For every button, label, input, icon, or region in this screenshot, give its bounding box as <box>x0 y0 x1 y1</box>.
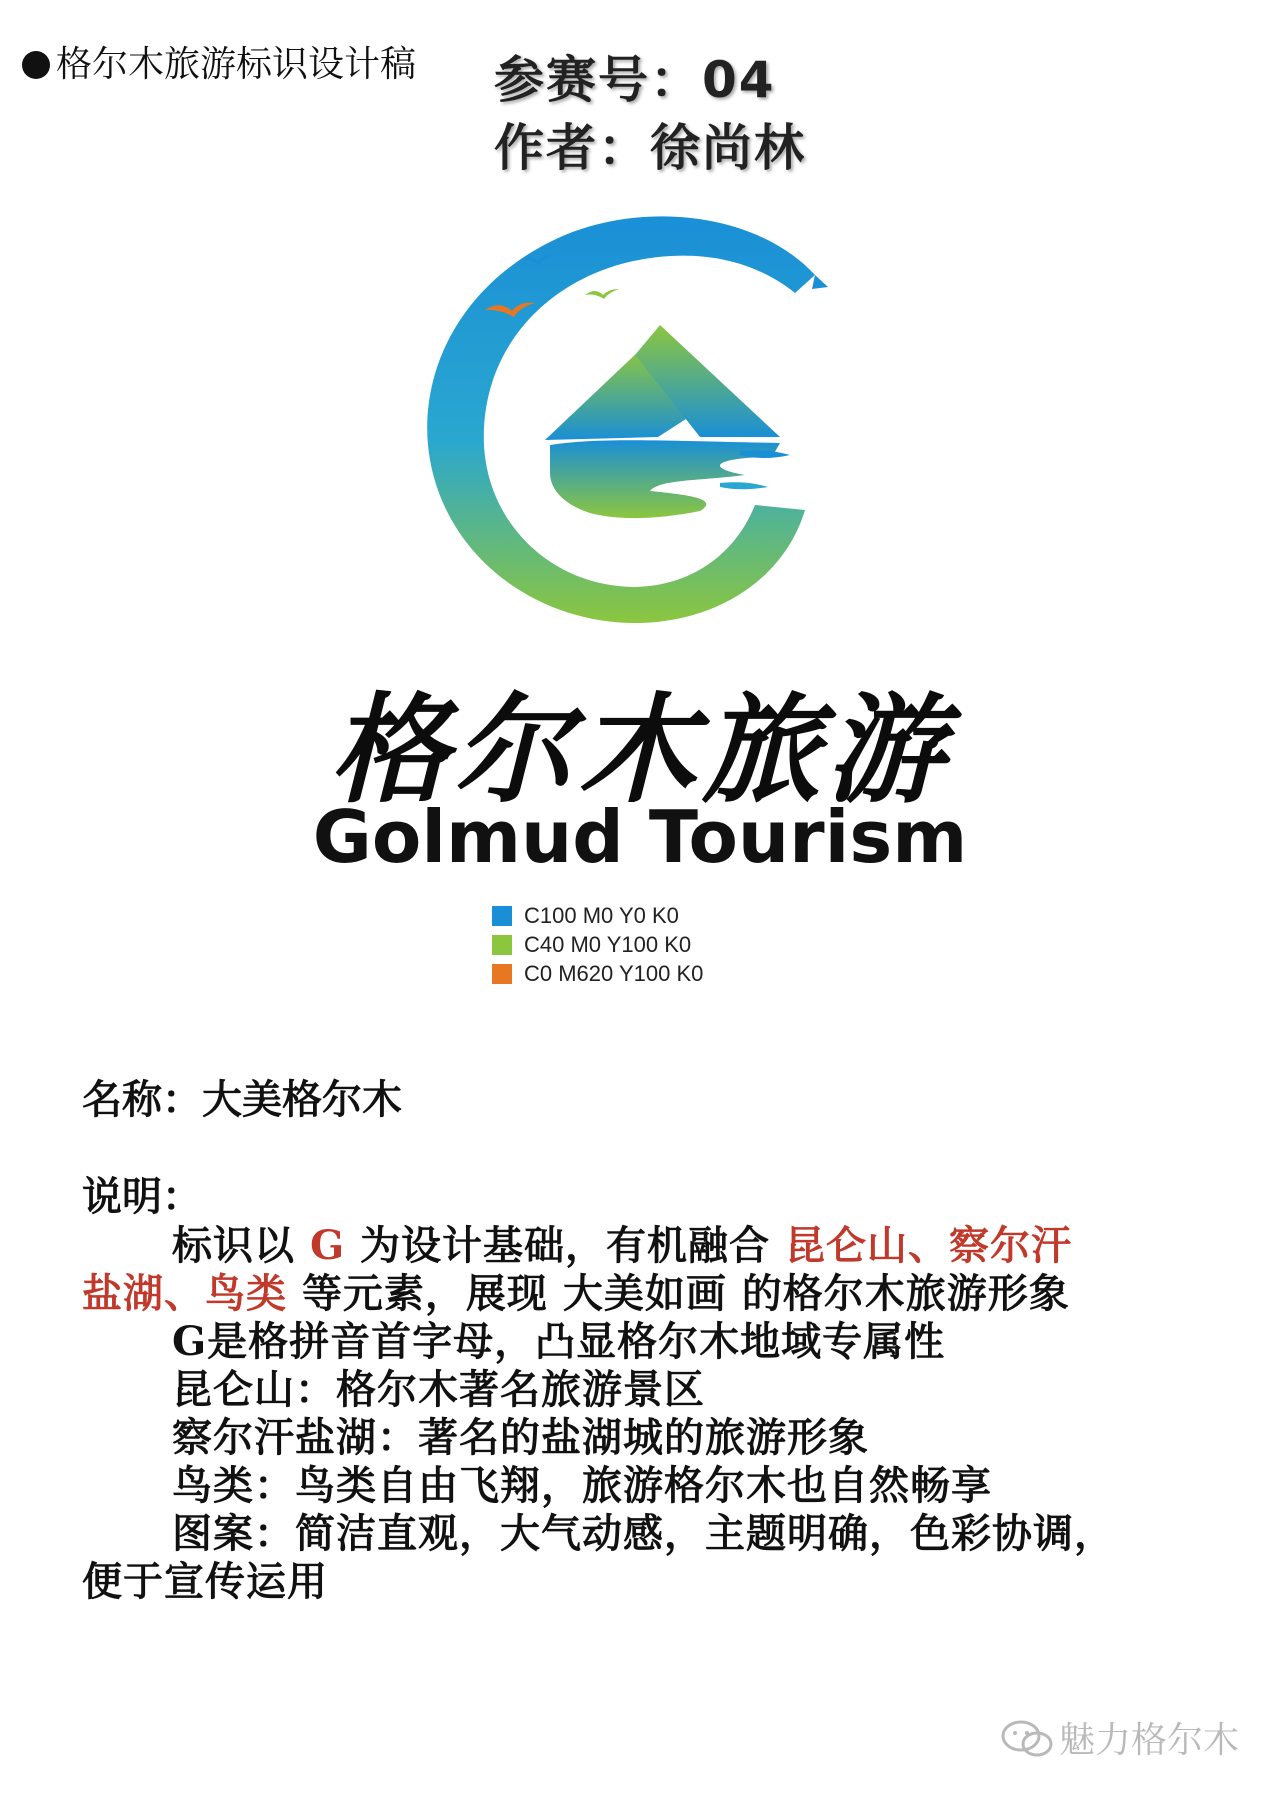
color-swatch-label: C100 M0 Y0 K0 <box>524 903 679 928</box>
color-swatch-blue <box>492 906 512 926</box>
color-swatch-orange <box>492 964 512 984</box>
entry-number: 参赛号：04 <box>494 51 776 109</box>
bird-icon-3 <box>585 289 619 299</box>
watermark-text: 魅力格尔木 <box>1058 1720 1239 1761</box>
description-line-6: 鸟类：鸟类自由飞翔，旅游格尔木也自然畅享 <box>172 1462 992 1509</box>
author-name: 作者：徐尚林 <box>494 119 806 177</box>
document-title-text: 格尔木旅游标识设计稿 <box>56 44 417 85</box>
brand-name-english: Golmud Tourism <box>312 795 968 879</box>
watermark <box>1001 1712 1239 1763</box>
document-title <box>22 36 416 87</box>
wechat-icon <box>1001 1720 1053 1758</box>
description-heading: 说明： <box>82 1173 202 1220</box>
description-line-5: 察尔汗盐湖：著名的盐湖城的旅游形象 <box>172 1414 869 1461</box>
color-swatch-label: C0 M620 Y100 K0 <box>524 961 704 986</box>
description-line-8: 便于宣传运用 <box>82 1558 328 1605</box>
color-swatch-label: C40 M0 Y100 K0 <box>524 932 692 957</box>
description-line-7: 图案：简洁直观，大气动感，主题明确，色彩协调， <box>172 1510 1115 1557</box>
color-swatch-green <box>492 935 512 955</box>
text-segment: 为设计基础，有机融合 <box>360 1222 771 1269</box>
design-name: 名称：大美格尔木 <box>82 1076 402 1123</box>
brand-name-chinese: 格尔木旅游 <box>329 680 950 819</box>
text-segment: 的格尔木旅游形象 <box>741 1270 1070 1317</box>
highlight-text: G <box>309 1222 346 1269</box>
text-segment: 大美如画 <box>562 1270 727 1317</box>
text-segment: 标识以 <box>172 1222 295 1269</box>
description-line-3: G是格拼音首字母，凸显格尔木地域专属性 <box>172 1318 946 1365</box>
highlight-text: 盐湖、鸟类 <box>82 1270 287 1317</box>
highlight-text: 昆仑山、察尔汗 <box>784 1222 1072 1269</box>
bullet-icon <box>22 51 50 79</box>
text-segment: 等元素，展现 <box>301 1270 548 1317</box>
golmud-logo-icon <box>400 205 870 645</box>
color-swatch-row-blue <box>492 902 679 930</box>
description-line-4: 昆仑山：格尔木著名旅游景区 <box>172 1366 705 1413</box>
color-swatch-row-orange <box>492 960 703 988</box>
color-swatch-row-green <box>492 931 691 959</box>
